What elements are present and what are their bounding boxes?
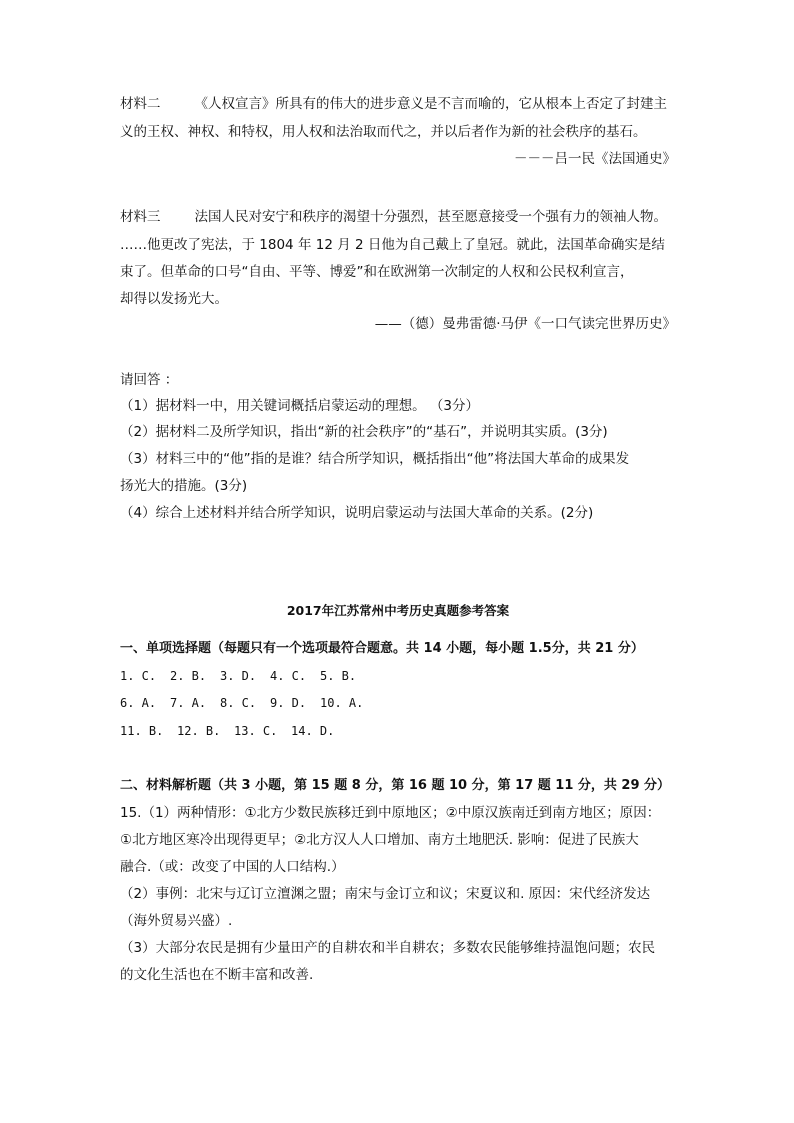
answer-line: 的文化生活也在不断丰富和改善.: [120, 967, 314, 983]
material-2-line: 义的王权、神权、和特权，用人权和法治取而代之，并以后者作为新的社会秩序的基石。: [120, 124, 647, 140]
answers-title: 2017年江苏常州中考历史真题参考答案: [286, 603, 510, 618]
question-line: （4）综合上述材料并结合所学知识，说明启蒙运动与法国大革命的关系。(2分): [120, 505, 594, 521]
choice-answer: 8. C.: [220, 696, 257, 710]
question-line: （2）据材料二及所学知识，指出“新的社会秩序”的“基石”，并说明其实质。(3分): [120, 424, 608, 440]
material-3-line: 却得以发扬光大。: [120, 291, 228, 307]
choice-answer: 1. C.: [120, 669, 157, 683]
choice-answer: 5. B.: [320, 669, 357, 683]
answer-line: ①北方地区寒冷出现得更早；②北方汉人人口增加、南方土地肥沃. 影响：促进了民族大: [120, 832, 639, 848]
choice-answer-row: [120, 693, 676, 713]
material-2-line: [120, 94, 676, 114]
choice-answer: 3. D.: [220, 669, 257, 683]
choice-answer: 10. A.: [320, 696, 364, 710]
choice-answer: 7. A.: [170, 696, 207, 710]
question-line: 扬光大的措施。(3分): [120, 478, 248, 494]
choice-answer: 11. B.: [120, 724, 164, 738]
choice-answer-row: [120, 721, 676, 741]
answer-line: （海外贸易兴盛）.: [120, 913, 233, 929]
answer-line: （2）事例：北宋与辽订立澶渊之盟；南宋与金订立和议；宋夏议和. 原因：宋代经济发达: [120, 886, 651, 902]
choice-answer: 14. D.: [291, 724, 335, 738]
questions-intro: 请回答 ：: [120, 372, 179, 388]
choice-answer: 2. B.: [170, 669, 207, 683]
choice-answer-row: [120, 666, 676, 686]
choice-answer: 9. D.: [270, 696, 307, 710]
choice-answer: 4. C.: [270, 669, 307, 683]
section-1-heading: 一、单项选择题（每题只有一个选项最符合题意。共 14 小题，每小题 1.5分，共 21 分）: [120, 641, 644, 656]
answer-line: （3）大部分农民是拥有少量田产的自耕农和半自耕农；多数农民能够维持温饱问题；农民: [120, 940, 656, 956]
material-3-line: ……他更改了宪法，于 1804 年 12 月 2 日他为自己戴上了皇冠。就此，法国革命确实是结: [120, 237, 665, 253]
text: 法国人民对安宁和秩序的渴望十分强烈，甚至愿意接受一个强有力的领袖人物。: [194, 209, 667, 225]
section-2-heading: 二、材料解析题（共 3 小题，第 15 题 8 分，第 16 题 10 分，第 17 题 11 分，共 29 分）: [120, 778, 671, 793]
choice-answer: 12. B.: [177, 724, 221, 738]
choice-answer: 13. C.: [234, 724, 278, 738]
material-3-line: [120, 207, 676, 227]
material-label: 材料三: [120, 209, 161, 225]
text: 《人权宣言》所具有的伟大的进步意义是不言而喻的，它从根本上否定了封建主: [194, 96, 667, 112]
answer-line: 融合.（或：改变了中国的人口结构.）: [120, 859, 345, 875]
material-2-source: －－－吕一民《法国通史》: [514, 151, 676, 167]
material-3-source: ——（德）曼弗雷德·马伊《一口气读完世界历史》: [374, 316, 676, 332]
choice-answer: 6. A.: [120, 696, 157, 710]
answer-line: 15.（1）两种情形：①北方少数民族移迁到中原地区；②中原汉族南迁到南方地区；原因：: [120, 805, 661, 821]
question-line: （3）材料三中的“他”指的是谁？结合所学知识，概括指出“他”将法国大革命的成果发: [120, 451, 630, 467]
material-3-line: 束了。但革命的口号“自由、平等、博爱”和在欧洲第一次制定的人权和公民权利宣言，: [120, 264, 634, 280]
question-line: （1）据材料一中，用关键词概括启蒙运动的理想。 （3分）: [120, 398, 479, 414]
material-label: 材料二: [120, 96, 161, 112]
